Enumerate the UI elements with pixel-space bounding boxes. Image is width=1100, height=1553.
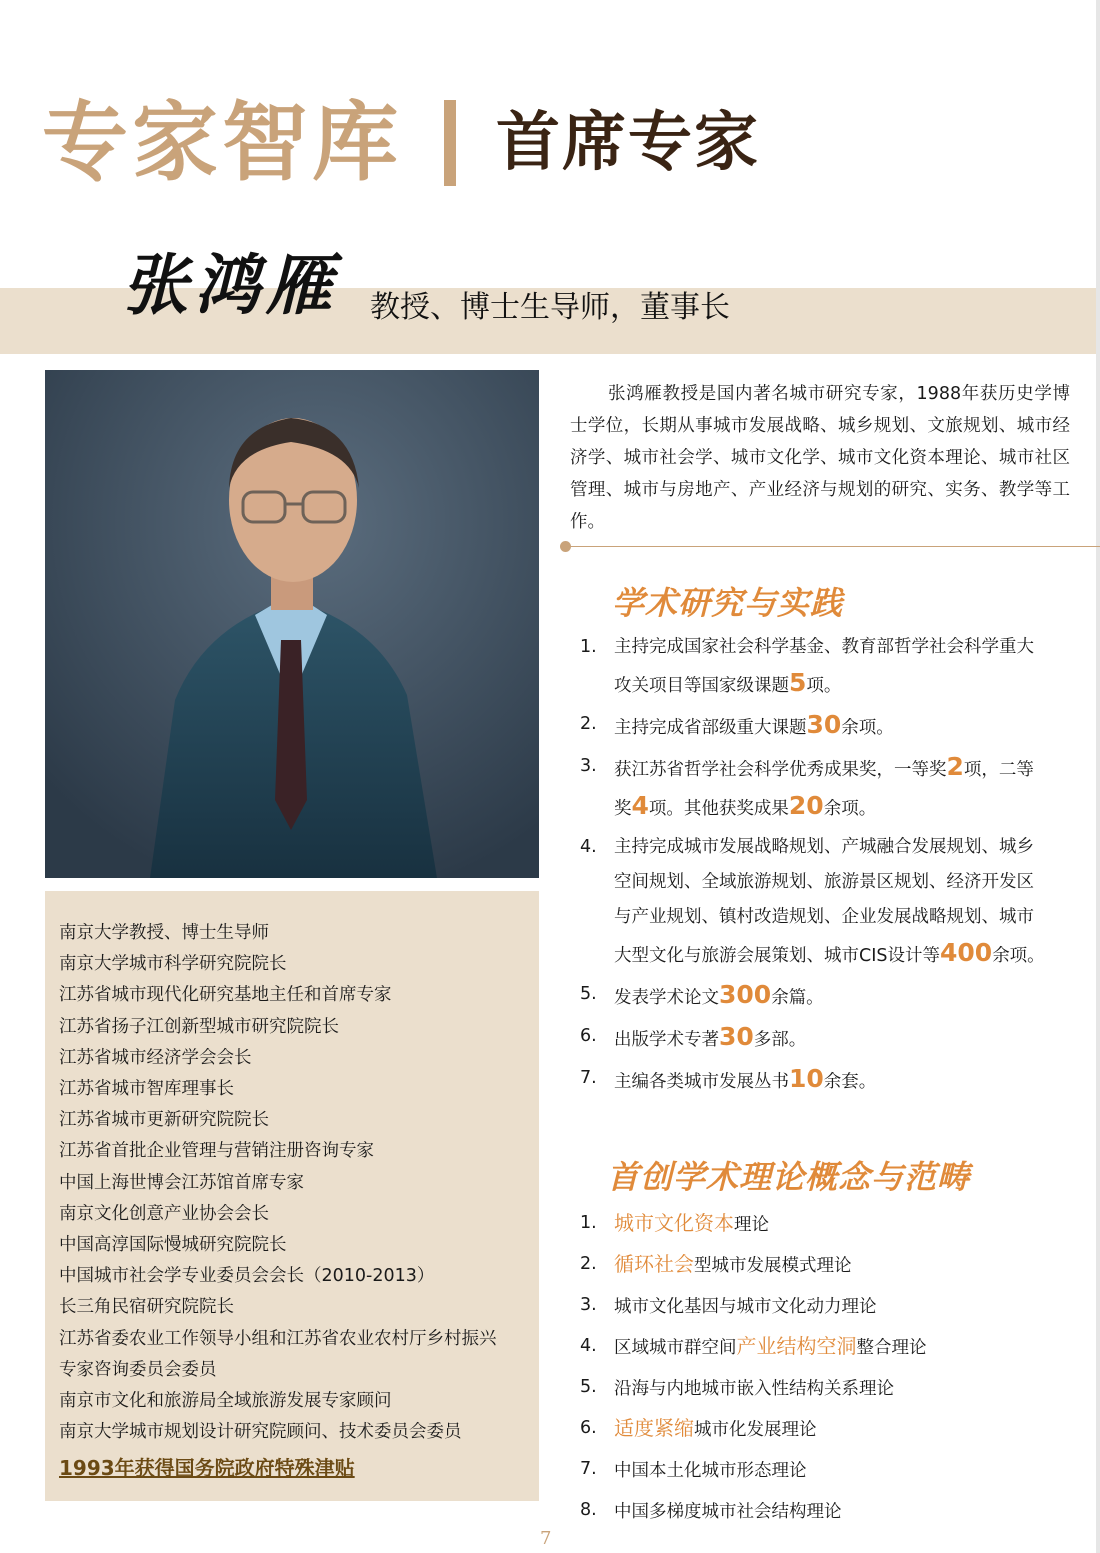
role-item: 南京市文化和旅游局全域旅游发展专家顾问 [59, 1391, 392, 1412]
highlight-number: 5 [789, 668, 807, 697]
role-item: 南京大学城市规划设计研究院顾问、技术委员会委员 [59, 1422, 462, 1443]
item-text: 余项。 [823, 799, 877, 819]
role-item: 长三角民宿研究院院长 [59, 1297, 234, 1318]
item-number: 7. [580, 1459, 597, 1479]
item-number: 4. [580, 1336, 597, 1356]
expert-portrait [45, 370, 539, 878]
item-text: 主持完成城市发展战略规划、产城融合发展规划、城乡空间规划、全域旅游规划、旅游景区规划、经济开发区与产业规划、镇村改造规划、企业发展战略规划、城市大型文化与旅游会展策划、城市CIS设计等 [614, 837, 1034, 966]
list-item [580, 830, 1050, 974]
list-item [580, 1289, 1060, 1323]
list-item [580, 1330, 1060, 1364]
header-title-sub: 首席专家 [496, 106, 760, 180]
item-text: 余篇。 [771, 988, 824, 1008]
item-number: 6. [580, 1418, 597, 1438]
item-text: 中国本土化城市形态理论 [614, 1461, 807, 1481]
research-list [580, 630, 1050, 1103]
item-text: 中国多梯度城市社会结构理论 [614, 1502, 842, 1522]
page-edge [1096, 0, 1100, 1553]
role-item: 南京大学城市科学研究院院长 [59, 954, 287, 975]
item-text: 项。其他获奖成果 [648, 799, 789, 819]
item-text: 主持完成国家社会科学基金、教育部哲学社会科学重大攻关项目等国家级课题 [614, 637, 1034, 696]
special-award: 1993年获得国务院政府特殊津贴 [59, 1456, 355, 1480]
role-item: 江苏省城市经济学会会长 [59, 1047, 252, 1068]
list-item [580, 1207, 1060, 1241]
item-number: 2. [580, 714, 597, 734]
header-divider [444, 100, 456, 186]
theories-section-title: 首创学术理论概念与范畴 [607, 1158, 971, 1196]
item-text: 整合理论 [856, 1338, 927, 1358]
separator-line [566, 546, 1100, 547]
research-section-title: 学术研究与实践 [612, 584, 844, 622]
list-item [580, 1494, 1060, 1528]
item-number: 3. [580, 756, 597, 776]
item-text: 出版学术专著 [614, 1030, 719, 1050]
item-text: 发表学术论文 [614, 988, 719, 1008]
item-text: 主持完成省部级重大课题 [614, 718, 807, 738]
item-text: 获江苏省哲学社会科学优秀成果奖，一等奖 [614, 760, 947, 780]
role-item: 江苏省城市现代化研究基地主任和首席专家 [59, 985, 392, 1006]
role-item: 江苏省委农业工作领导小组和江苏省农业农村厅乡村振兴 [59, 1328, 497, 1349]
highlight-number: 400 [940, 938, 993, 967]
roles-list [59, 918, 497, 1448]
item-number: 5. [580, 1377, 597, 1397]
item-number: 4. [580, 837, 597, 857]
list-item [580, 749, 1050, 827]
page-header [42, 88, 760, 198]
list-item [580, 1019, 1050, 1058]
item-number: 7. [580, 1068, 597, 1088]
highlight-number: 2 [946, 752, 964, 781]
role-item: 中国城市社会学专业委员会会长（2010-2013） [59, 1266, 435, 1287]
highlight-number: 30 [719, 1022, 754, 1051]
item-text: 余套。 [823, 1072, 877, 1092]
role-item: 中国上海世博会江苏馆首席专家 [59, 1172, 304, 1193]
item-text: 主编各类城市发展丛书 [614, 1072, 789, 1092]
item-text: 型城市发展模式理论 [694, 1256, 852, 1276]
highlight-term: 产业结构空洞 [736, 1334, 857, 1358]
item-text: 余项。 [841, 718, 894, 738]
item-text: 项，二等奖 [614, 760, 1034, 819]
highlight-term: 城市文化资本 [614, 1211, 734, 1235]
item-number: 5. [580, 984, 597, 1004]
expert-titles: 教授、博士生导师，董事长 [370, 290, 730, 325]
list-item [580, 1412, 1060, 1446]
list-item [580, 630, 1050, 704]
list-item [580, 1061, 1050, 1100]
item-number: 8. [580, 1500, 597, 1520]
highlight-number: 300 [719, 980, 772, 1009]
item-number: 1. [580, 637, 597, 657]
item-text: 城市化发展理论 [694, 1420, 817, 1440]
role-item: 中国高淳国际慢城研究院院长 [59, 1235, 287, 1256]
highlight-number: 4 [631, 791, 649, 820]
role-item: 南京大学教授、博士生导师 [59, 923, 269, 943]
item-text: 区域城市群空间 [614, 1338, 737, 1358]
list-item [580, 1371, 1060, 1405]
header-title-main: 专家智库 [42, 93, 402, 193]
item-number: 2. [580, 1254, 597, 1274]
item-text: 城市文化基因与城市文化动力理论 [614, 1297, 877, 1317]
item-number: 3. [580, 1295, 597, 1315]
role-item: 江苏省扬子江创新型城市研究院院长 [59, 1016, 339, 1037]
highlight-number: 20 [788, 791, 824, 820]
page-number: 7 [540, 1528, 552, 1549]
role-item: 江苏省城市更新研究院院长 [59, 1110, 269, 1131]
role-item: 专家咨询委员会委员 [59, 1359, 217, 1380]
item-number: 1. [580, 1213, 597, 1233]
item-text: 项。 [806, 676, 842, 696]
role-item: 南京文化创意产业协会会长 [59, 1203, 269, 1224]
role-item: 江苏省首批企业管理与营销注册咨询专家 [59, 1141, 374, 1162]
item-number: 6. [580, 1026, 597, 1046]
list-item [580, 977, 1050, 1016]
theories-list [580, 1207, 1060, 1535]
item-text: 沿海与内地城市嵌入性结构关系理论 [614, 1379, 894, 1399]
highlight-term: 循环社会 [614, 1252, 694, 1276]
role-item: 江苏省城市智库理事长 [59, 1079, 234, 1100]
expert-bio: 张鸿雁教授是国内著名城市研究专家，1988年获历史学博士学位，长期从事城市发展战略、城乡规划、文旅规划、城市经济学、城市社会学、城市文化学、城市文化资本理论、城市社区管理、城市与房地产、产业经济与规划的研究、实务、教学等工作。 [570, 384, 1070, 532]
highlight-number: 10 [789, 1064, 824, 1093]
highlight-term: 适度紧缩 [614, 1416, 694, 1440]
item-text: 理论 [734, 1215, 769, 1235]
highlight-number: 30 [806, 710, 842, 739]
expert-name: 张鸿雁 [122, 246, 338, 324]
list-item [580, 1248, 1060, 1282]
item-text: 多部。 [753, 1030, 807, 1050]
item-text: 余项。 [992, 946, 1045, 966]
list-item [580, 1453, 1060, 1487]
list-item [580, 707, 1050, 746]
